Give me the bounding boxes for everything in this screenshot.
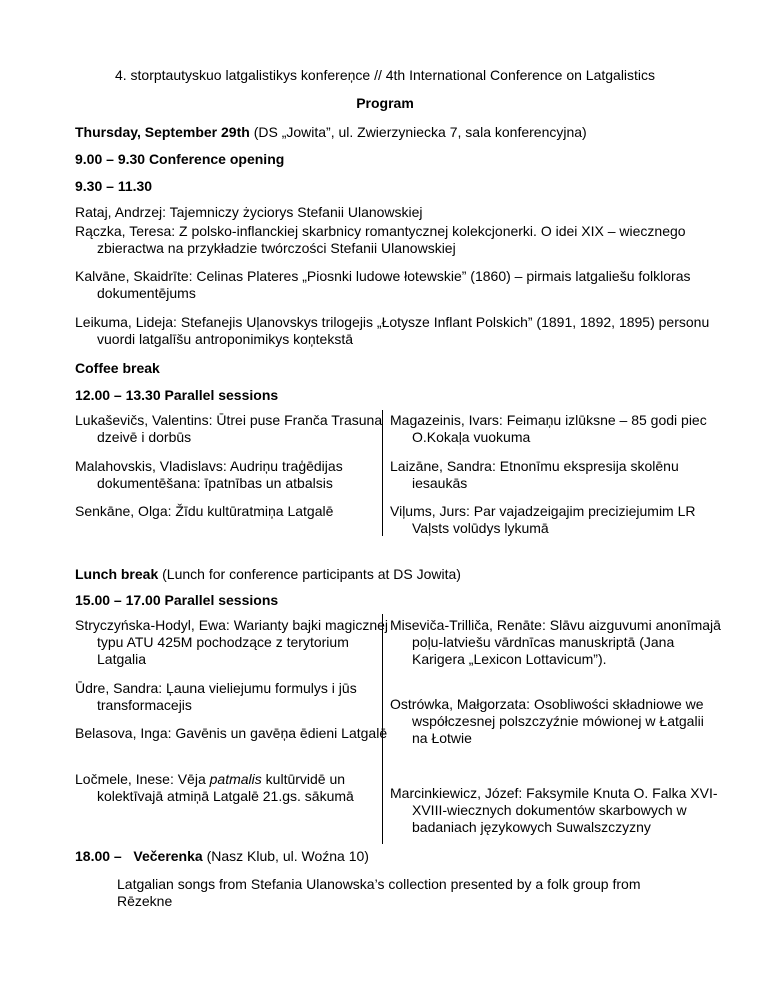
lunch-break	[75, 566, 695, 583]
talk-vilums: Viļums, Jurs: Par vajadzeigajim preciziejumim LR Vaļsts volūdys lykumā	[390, 503, 696, 536]
talk-stryczynska: Stryczyńska-Hodyl, Ewa: Warianty bajki magicznej typu ATU 425M pochodzące z terytorium Latgalia	[75, 617, 389, 667]
day-venue: (DS „Jowita”, ul. Zwierzyniecka 7, sala konferencyjna)	[253, 124, 587, 140]
parallel2-time: 15.00 – 17.00 Parallel sessions	[75, 592, 279, 608]
evening-heading	[75, 848, 695, 865]
talk-lukasevics: Lukaševičs, Valentins: Ūtrei puse Franča Trasuna dzeivē i dorbūs	[75, 412, 383, 445]
talk-kalvane: Kalvāne, Skaidrīte: Celinas Plateres „Piosnki ludowe łotewskie” (1860) – pirmais latgaliešu folkloras dokumentējums	[75, 268, 691, 301]
talk-locmele-part1: Ločmele, Inese: Vēja	[75, 771, 210, 787]
talk-rataj: Rataj, Andrzej: Tajemniczy życiorys Stefanii Ulanowskiej	[75, 204, 423, 220]
evening-time: 18.00 –	[75, 848, 122, 864]
day-heading	[75, 124, 695, 141]
talk-locmele-italic: patmalis	[209, 771, 262, 787]
talk-malahovskis: Malahovskis, Vladislavs: Audriņu traģēdijas dokumentēšana: īpatnības un atbalsis	[75, 458, 343, 491]
conference-title: 4. storptautyskuo latgalistikys konfereņce // 4th International Conference on Latgalistics	[114, 67, 656, 83]
evening-description: Latgalian songs from Stefania Ulanowska’s collection presented by a folk group from Rēzekne	[117, 876, 641, 909]
lunch-label: Lunch break	[75, 566, 159, 582]
coffee-break: Coffee break	[75, 360, 160, 376]
parallel1-time: 12.00 – 13.30 Parallel sessions	[75, 387, 279, 403]
talk-locmele	[75, 771, 397, 805]
talk-udre: Ūdre, Sandra: Ļauna vieliejumu formulys i jūs transformacejis	[75, 680, 357, 713]
talk-laizane: Laizāne, Sandra: Etnonīmu ekspresija skolēnu iesaukās	[390, 458, 679, 491]
program-heading: Program	[356, 95, 414, 111]
talk-misevica: Miseviča-Trilliča, Renāte: Slāvu aizguvumi anonīmajā poļu-latviešu vārdnīcas manuskriptā (Jana Karigera „Lexicon Lottavicum”).	[390, 617, 721, 667]
talk-locmele-part2: kultūrvidē un kolektīvajā atmiņā Latgalē 21.gs. sākumā	[97, 771, 354, 804]
day-date: Thursday, September 29th	[75, 124, 250, 140]
talk-belasova: Belasova, Inga: Gavēnis un gavēņa ēdieni Latgalē	[75, 725, 388, 741]
talk-ostrowka: Ostrówka, Małgorzata: Osobliwości składniowe we współczesnej polszczyźnie mówionej w Łatgalii na Łotwie	[390, 696, 704, 746]
evening-venue: (Nasz Klub, ul. Woźna 10)	[206, 848, 369, 864]
talk-leikuma: Leikuma, Lideja: Stefanejis Uļanovskys trilogejis „Łotysze Inflant Polskich” (1891, 1892, 1895) personu vuordi latgalīšu antroponimikys koņtekstā	[75, 314, 710, 347]
evening-title: Večerenka	[133, 848, 203, 864]
lunch-note: (Lunch for conference participants at DS Jowita)	[162, 566, 461, 582]
session1-time: 9.30 – 11.30	[75, 178, 153, 194]
opening-slot: 9.00 – 9.30 Conference opening	[75, 151, 285, 167]
talk-senkane: Senkāne, Olga: Žīdu kultūratmiņa Latgalē	[75, 503, 334, 519]
talk-magazeinis: Magazeinis, Ivars: Feimaņu izlūksne – 85 godi piec O.Kokaļa vuokuma	[390, 412, 707, 445]
talk-marcinkiewicz: Marcinkiewicz, Józef: Faksymile Knuta O. Falka XVI-XVIII-wiecznych dokumentów skarbowych w badaniach językowych Suwalszczyzny	[390, 785, 718, 835]
talk-raczka: Rączka, Teresa: Z polsko-inflanckiej skarbnicy romantycznej kolekcjonerki. O idei XIX – wiecznego zbieractwa na przykładzie twórczości Stefanii Ulanowskiej	[75, 223, 686, 256]
